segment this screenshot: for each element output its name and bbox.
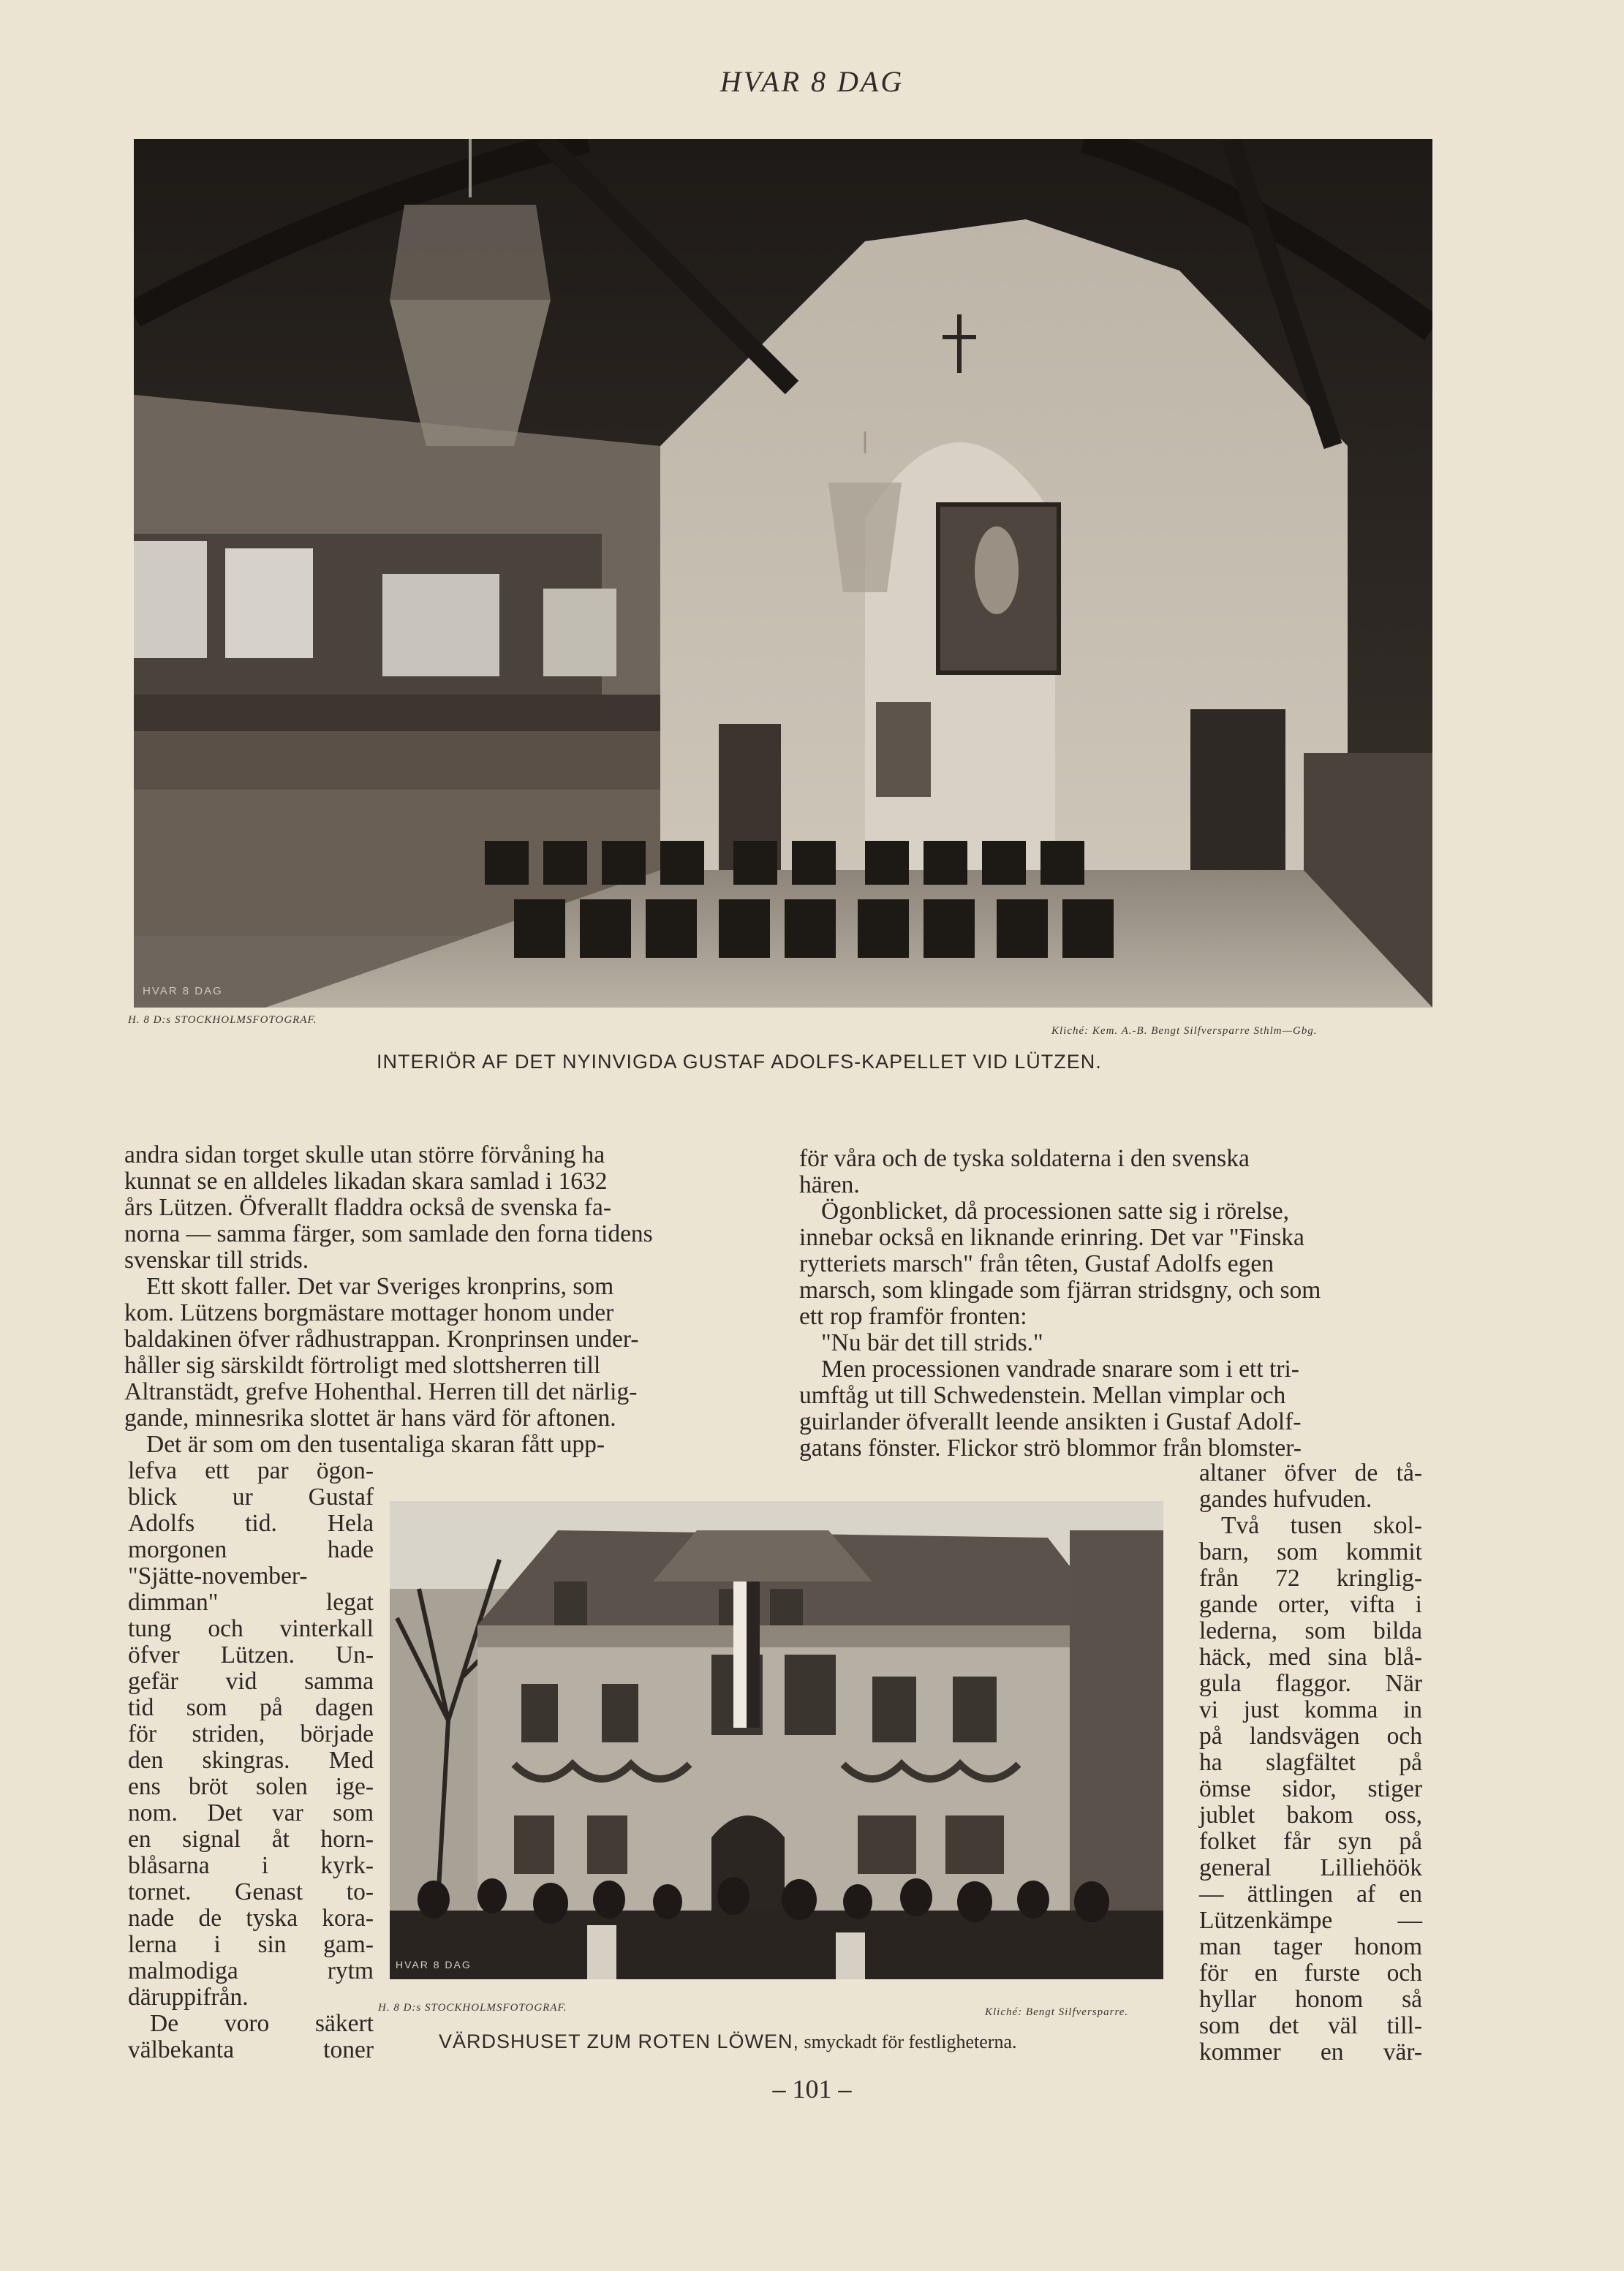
- text-line: hären.: [799, 1171, 860, 1198]
- running-head: HVAR 8 DAG: [720, 65, 904, 98]
- text-line: altaner öfver de tå-: [1199, 1459, 1422, 1486]
- text-line: blick ur Gustaf: [128, 1484, 374, 1511]
- text-line: morgonen hade: [128, 1536, 374, 1563]
- text-line: andra sidan torget skulle utan större förvåning ha: [124, 1141, 605, 1168]
- text-line: svenskar till strids.: [124, 1247, 309, 1274]
- text-line: lefva ett par ögon-: [128, 1457, 374, 1484]
- text-line: däruppifrån.: [128, 1984, 249, 2011]
- text-line: kommer en vär-: [1199, 2038, 1422, 2066]
- text-line: kunnat se en alldeles likadan skara samlad i 1632: [124, 1168, 608, 1195]
- text-line: vi just komma in: [1199, 1696, 1422, 1723]
- text-line: den skingras. Med: [128, 1747, 374, 1774]
- column-right-text: [799, 1146, 1425, 1462]
- text-line: för striden, började: [128, 1720, 374, 1747]
- text-line: Men processionen vandrade snarare som i ett tri-: [821, 1356, 1299, 1383]
- inn-facade-illustration: [390, 1501, 1163, 1979]
- text-line: som det väl till-: [1199, 2012, 1422, 2039]
- text-line: general Lilliehöök: [1199, 1854, 1422, 1881]
- text-line: gatans fönster. Flickor strö blommor från blomster-: [799, 1435, 1302, 1462]
- text-line: Altranstädt, grefve Hohenthal. Herren till det närlig-: [124, 1378, 638, 1405]
- text-line: marsch, som klingade som fjärran stridsgny, och som: [799, 1277, 1321, 1304]
- inn-facade-photo: [390, 1501, 1163, 1979]
- photo-watermark: HVAR 8 DAG: [143, 985, 223, 997]
- column-right-narrow-text: [1199, 1460, 1422, 2066]
- text-line: tornet. Genast to-: [128, 1878, 374, 1905]
- text-line: Lützenkämpe —: [1199, 1907, 1422, 1934]
- column-left-narrow-text: [128, 1458, 374, 2063]
- page-number: – 101 –: [772, 2074, 852, 2104]
- text-line: innebar också en liknande erinring. Det var "Finska: [799, 1224, 1304, 1251]
- text-line: Adolfs tid. Hela: [128, 1510, 374, 1537]
- text-line: från 72 kringlig-: [1199, 1565, 1422, 1592]
- text-line: nade de tyska kora-: [128, 1905, 374, 1932]
- text-line: umftåg ut till Schwedenstein. Mellan vimplar och: [799, 1382, 1286, 1409]
- text-line: öfver Lützen. Un-: [128, 1641, 374, 1669]
- text-line: nom. Det var som: [128, 1799, 374, 1826]
- text-line: Det är som om den tusentaliga skaran fått upp-: [146, 1431, 605, 1458]
- text-line: ha slagfältet på: [1199, 1749, 1422, 1776]
- text-line: häck, med sina blå-: [1199, 1644, 1422, 1671]
- text-line: gandes hufvuden.: [1199, 1486, 1372, 1513]
- photo-credit: H. 8 D:s STOCKHOLMSFOTOGRAF.: [378, 2002, 567, 2014]
- text-line: man tager honom: [1199, 1933, 1422, 1960]
- text-line: "Sjätte-november-: [128, 1563, 308, 1590]
- figure-caption: [439, 2030, 1017, 2053]
- text-line: gefär vid samma: [128, 1668, 374, 1695]
- column-left-text: [124, 1142, 750, 1458]
- figure-caption-title: VÄRDSHUSET ZUM ROTEN LÖWEN,: [439, 2030, 800, 2052]
- figure-caption: INTERIÖR AF DET NYINVIGDA GUSTAF ADOLFS-KAPELLET VID LÜTZEN.: [377, 1051, 1102, 1073]
- text-line: jublet bakom oss,: [1199, 1802, 1422, 1829]
- figure-caption-description: smyckadt för festligheterna.: [799, 2031, 1017, 2052]
- text-line: rytteriets marsch" från têten, Gustaf Adolfs egen: [799, 1250, 1274, 1277]
- text-line: hyllar honom så: [1199, 1986, 1422, 2013]
- text-line: ens bröt solen ige-: [128, 1773, 374, 1800]
- text-line: håller sig särskildt förtroligt med slottsherren till: [124, 1352, 601, 1379]
- text-line: folket får syn på: [1199, 1828, 1422, 1855]
- text-line: gula flaggor. När: [1199, 1670, 1422, 1697]
- text-line: ett rop framför fronten:: [799, 1303, 1027, 1330]
- text-line: tid som på dagen: [128, 1694, 374, 1721]
- text-line: för en furste och: [1199, 1960, 1422, 1987]
- text-line: blåsarna i kyrk-: [128, 1852, 374, 1879]
- text-line: malmodiga rytm: [128, 1957, 374, 1984]
- text-line: Två tusen skol-: [1221, 1512, 1422, 1539]
- text-line: välbekanta toner: [128, 2036, 374, 2063]
- text-line: gande orter, vifta i: [1199, 1591, 1422, 1618]
- text-line: Ett skott faller. Det var Sveriges kronprins, som: [146, 1273, 614, 1300]
- engraving-credit: Kliché: Kem. A.-B. Bengt Silfversparre Sthlm—Gbg.: [1051, 1025, 1318, 1037]
- text-line: på landsvägen och: [1199, 1723, 1422, 1750]
- text-line: norna — samma färger, som samlade den forna tidens: [124, 1220, 653, 1247]
- chapel-interior-illustration: [134, 139, 1432, 1008]
- text-line: baldakinen öfver rådhustrappan. Kronprinsen under-: [124, 1326, 639, 1353]
- text-line: "Nu bär det till strids.": [821, 1329, 1043, 1356]
- text-line: — ättlingen af en: [1199, 1881, 1422, 1908]
- photo-watermark: HVAR 8 DAG: [396, 1959, 472, 1970]
- text-line: barn, som kommit: [1199, 1538, 1422, 1565]
- text-line: lerna i sin gam-: [128, 1931, 374, 1958]
- text-line: guirlander öfverallt leende ansikten i Gustaf Adolf-: [799, 1408, 1302, 1435]
- text-line: gande, minnesrika slottet är hans värd för aftonen.: [124, 1405, 616, 1432]
- text-line: dimman" legat: [128, 1589, 374, 1616]
- engraving-credit: Kliché: Bengt Silfversparre.: [985, 2006, 1129, 2018]
- text-line: för våra och de tyska soldaterna i den svenska: [799, 1145, 1250, 1172]
- photo-credit: H. 8 D:s STOCKHOLMSFOTOGRAF.: [128, 1014, 317, 1026]
- text-line: års Lützen. Öfverallt fladdra också de svenska fa-: [124, 1194, 611, 1221]
- chapel-interior-photo: [134, 139, 1432, 1008]
- text-line: Ögonblicket, då processionen satte sig i rörelse,: [821, 1198, 1290, 1225]
- text-line: en signal åt horn-: [128, 1826, 374, 1853]
- text-line: ömse sidor, stiger: [1199, 1775, 1422, 1802]
- text-line: kom. Lützens borgmästare mottager honom under: [124, 1299, 614, 1326]
- text-line: De voro säkert: [150, 2010, 374, 2037]
- text-line: tung och vinterkall: [128, 1615, 374, 1642]
- text-line: lederna, som bilda: [1199, 1617, 1422, 1644]
